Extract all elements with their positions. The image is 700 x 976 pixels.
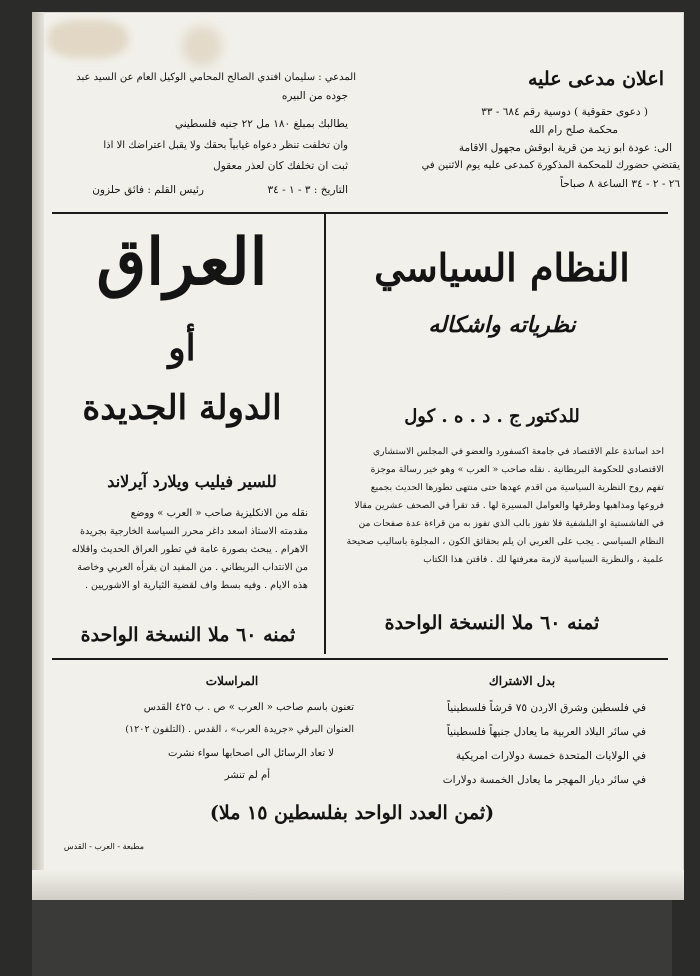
notice-claim: يطالبك بمبلغ ١٨٠ مل ٢٢ جنيه فلسطيني <box>174 118 348 130</box>
politics-book-title: النظام السياسي <box>374 245 630 290</box>
politics-desc-line: احد اساتذة علم الاقتصاد في جامعة اكسفورد والعضو في المجلس الاستشاري <box>372 446 664 457</box>
page-bottom-edge <box>32 870 684 900</box>
subscription-row: في فلسطين وشرق الاردن ٧٥ قرشاً فلسطينياً <box>447 702 646 714</box>
correspondence-row: لا تعاد الرسائل الى اصحابها سواء نشرت <box>167 748 334 759</box>
iraq-book-title: العراق <box>96 225 268 300</box>
notice-warning: وان تخلفت تنظر دعواه غيابياً بحقك ولا يقبل اعتراضك الا اذا <box>103 140 348 151</box>
paper-stain <box>182 26 222 66</box>
politics-desc-line: فروعها ومذاهبها وطرقها والعوامل المسيرة لها . قد تقرأ في الصحف عشرين مقالا <box>354 500 664 511</box>
politics-desc-line: الاقتصادي للحكومة البريطانية . نقله صاحب « العرب » وهو خير رسالة موجزة <box>370 464 664 475</box>
divider-top <box>52 212 668 214</box>
issue-price: (ثمن العدد الواحد بفلسطين ١٥ ملا) <box>209 802 495 824</box>
iraq-desc-line: نقله من الانكليزية صاحب « العرب » ووضع <box>130 508 308 519</box>
correspondence-row: العنوان البرقي «جريدة العرب» ، القدس . (التلفون ١٢٠٢) <box>125 724 354 735</box>
notice-court: محكمة صلح رام الله <box>529 124 618 136</box>
notice-plaintiff-origin: جوده من البيره <box>281 90 348 102</box>
politics-book-author: للدكتور ج . د . ه . كول <box>404 406 580 427</box>
paper-stain <box>48 20 128 58</box>
notice-date: التاريخ : ٣ - ١ - ٣٤ <box>267 184 348 196</box>
page-edge <box>32 12 44 900</box>
iraq-desc-line: هذه الايام . وفيه بسط واف لقضية الثيارية او الاشوريين . <box>84 580 308 591</box>
correspondence-row: تعنون باسم صاحب « العرب » ص . ب ٤٢٥ القدس <box>143 702 354 713</box>
iraq-book-author: للسير فيليب ويلارد آيرلاند <box>107 472 277 491</box>
iraq-desc-line: مقدمته الاستاذ اسعد داغر محرر السياسة الخارجية بجريدة <box>79 526 308 537</box>
newspaper-page <box>32 12 684 900</box>
subscription-row: في سائر ديار المهجر ما يعادل الخمسة دولارات <box>442 774 646 786</box>
divider-middle <box>52 658 668 660</box>
subscription-row: في الولايات المتحدة خمسة دولارات امريكية <box>455 750 646 762</box>
iraq-desc-line: من الانتداب البريطاني . من المفيد ان يقرأه العربي وخاصة <box>77 562 308 573</box>
iraq-desc-line: الاهرام . يبحث بصورة عامة في تطور العراق الحديث واقلاله <box>71 544 308 555</box>
notice-signature: رئيس القلم : فائق حلزون <box>92 184 204 196</box>
iraq-book-or: أو <box>168 327 196 369</box>
politics-desc-line: علمية ، والنظرية السياسية لازمة معرفتها لك . فاقتن هذا الكتاب <box>423 554 664 565</box>
subscription-row: في سائر البلاد العربية ما يعادل جنيهاً فلسطينياً <box>446 726 646 738</box>
iraq-book-price: ثمنه ٦٠ ملا النسخة الواحدة <box>80 624 296 646</box>
politics-desc-line: في الفاشستية او البلشفية فلا تفوز بالب الذي تفوز به من قراءة عدة صفحات من <box>358 518 664 529</box>
column-divider <box>324 214 326 654</box>
notice-case: ( دعوى حقوقية ) دوسية رقم ٦٨٤ - ٣٣ <box>481 106 648 118</box>
notice-plaintiff: المدعي : سليمان افندي الصالح المحامي الوكيل العام عن السيد عبد <box>76 72 356 83</box>
notice-addressee: الى: عودة ابو زيد من قرية ابوقش مجهول الاقامة <box>458 142 672 154</box>
politics-desc-line: تفهم روح النظرية السياسية من اقدم عهدها حتى منتهى تطورها الحديث بجميع <box>370 482 664 493</box>
politics-desc-line: النظام السياسي . يجب على العربي ان يلم بحقائق الكون ، المجلوة باساليب صحيحة <box>346 536 664 547</box>
backing-surface <box>32 900 672 976</box>
correspondence-title: المراسلات <box>205 674 259 688</box>
footer-stamp: مطبعة - العرب - القدس <box>63 842 144 851</box>
notice-summons: يقتضي حضورك للمحكمة المذكورة كمدعى عليه يوم الاثنين في <box>421 160 680 171</box>
politics-book-subtitle: نظرياته واشكاله <box>428 312 576 338</box>
notice-warning-cont: ثبت ان تخلفك كان لعذر معقول <box>213 160 348 172</box>
notice-title: اعلان مدعى عليه <box>527 68 664 90</box>
notice-datetime: ٢٦ - ٢ - ٣٤ الساعة ٨ صباحاً <box>560 178 680 190</box>
iraq-book-subtitle: الدولة الجديدة <box>82 388 282 428</box>
correspondence-row: أم لم تنشر <box>224 770 270 781</box>
subscription-title: بدل الاشتراك <box>488 674 556 688</box>
politics-book-price: ثمنه ٦٠ ملا النسخة الواحدة <box>384 612 600 634</box>
